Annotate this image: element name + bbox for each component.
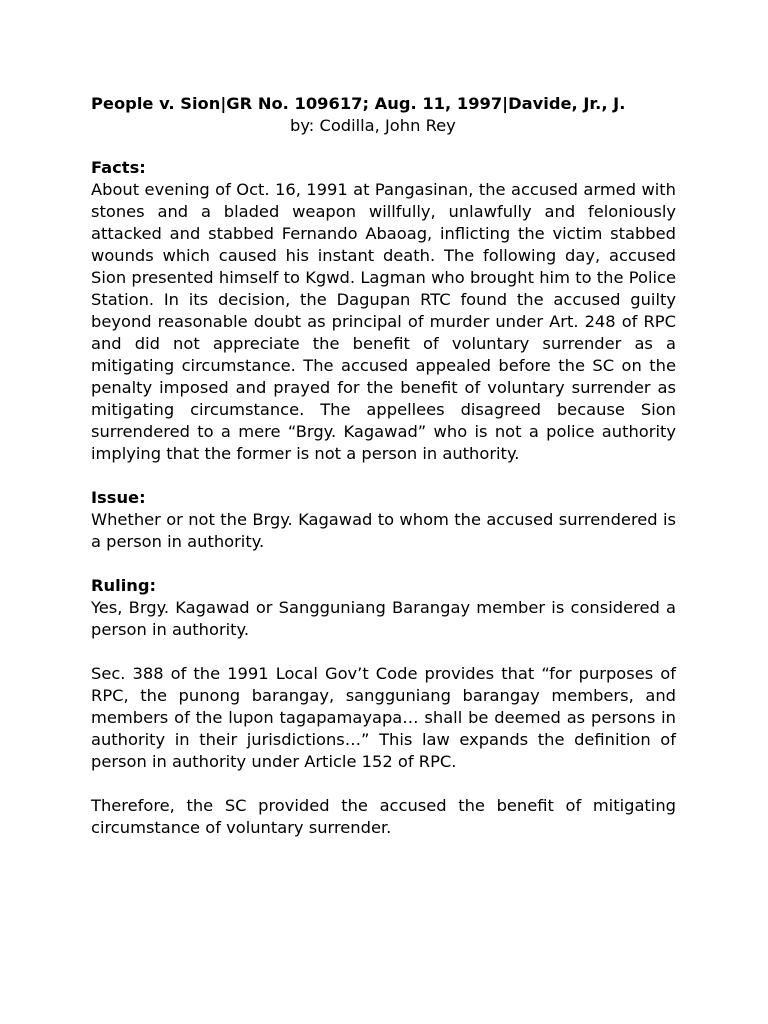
ruling-paragraph: Yes, Brgy. Kagawad or Sangguniang Barangay member is considered a person in authority. (91, 598, 676, 639)
ruling-heading: Ruling: (91, 576, 157, 595)
author-byline: by: Codilla, John Rey (290, 116, 456, 135)
spacer (91, 465, 676, 487)
facts-paragraph: About evening of Oct. 16, 1991 at Pangasinan, the accused armed with stones and a bladed weapon willfully, unlawfully and feloniously attacked and stabbed Fernando Abaoag, inflicting the victim stabbed wounds which caused his instant death. The following day, accused Sion presented himself to Kgwd. Lagman who brought him to the Police Station. In its decision, the Dagupan RTC found the accused guilty beyond reasonable doubt as principal of murder under Art. 248 of RPC and did not appreciate the benefit of voluntary surrender as a mitigating circumstance. The accused appealed before the SC on the penalty imposed and prayed for the benefit of voluntary surrender as mitigating circumstance. The appellees disagreed because Sion surrendered to a mere “Brgy. Kagawad” who is not a police authority implying that the former is not a person in authority. (91, 180, 676, 463)
facts-heading: Facts: (91, 158, 146, 177)
spacer (91, 553, 676, 575)
ruling-paragraph: Sec. 388 of the 1991 Local Gov’t Code provides that “for purposes of RPC, the punong barangay, sangguniang barangay members, and members of the lupon tagapamayapa… shall be deemed as persons in authority in their jurisdictions…” This law expands the definition of person in authority under Article 152 of RPC. (91, 664, 676, 771)
issue-heading: Issue: (91, 488, 146, 507)
spacer (91, 137, 676, 157)
spacer (91, 773, 676, 795)
spacer (91, 641, 676, 663)
ruling-paragraph: Therefore, the SC provided the accused the benefit of mitigating circumstance of voluntary surrender. (91, 796, 676, 837)
case-title: People v. Sion|GR No. 109617; Aug. 11, 1997|Davide, Jr., J. (91, 94, 626, 113)
issue-paragraph: Whether or not the Brgy. Kagawad to whom the accused surrendered is a person in authority. (91, 510, 676, 551)
document-page (91, 93, 676, 839)
